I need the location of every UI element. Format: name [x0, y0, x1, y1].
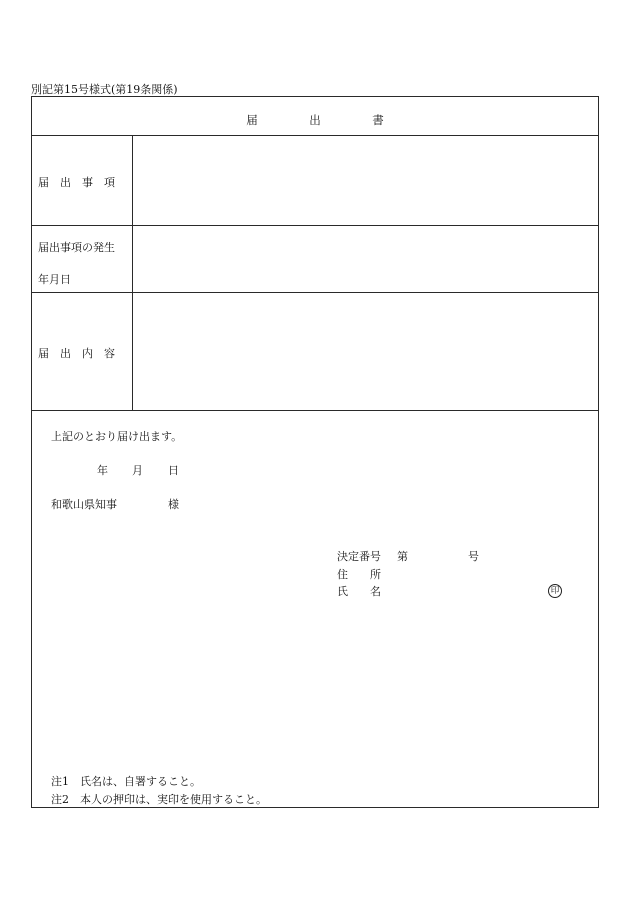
- form-id: 別記第15号様式(第19条関係): [31, 83, 178, 96]
- occurrence-date-field[interactable]: [133, 226, 598, 292]
- decision-number-label: 決定番号: [337, 550, 381, 563]
- divider: [32, 410, 598, 411]
- row-label-occurrence-date-line1: 届出事項の発生: [38, 241, 115, 254]
- notification-item-field[interactable]: [133, 136, 598, 225]
- seal-mark-icon: 印: [548, 584, 562, 598]
- addressee-name: 和歌山県知事: [51, 498, 117, 511]
- declaration-text: 上記のとおり届け出ます。: [51, 430, 183, 443]
- row-label-notification-content: 届 出 内 容: [38, 347, 115, 360]
- note-2: 注2 本人の押印は、実印を使用すること。: [51, 793, 267, 806]
- decision-number-suffix: 号: [468, 550, 479, 563]
- row-label-notification-item: 届 出 事 項: [38, 176, 115, 189]
- form-frame: [31, 96, 599, 808]
- row-label-occurrence-date-line2: 年月日: [38, 273, 71, 286]
- decision-number-prefix: 第: [397, 550, 408, 563]
- name-label: 氏 名: [337, 585, 381, 598]
- address-label: 住 所: [337, 568, 381, 581]
- form-title: 届 出 書: [246, 113, 404, 127]
- addressee-honorific: 様: [168, 498, 179, 511]
- note-1: 注1 氏名は、自署すること。: [51, 775, 201, 788]
- date-year: 年: [97, 464, 108, 477]
- notification-content-field[interactable]: [133, 293, 598, 410]
- date-month: 月: [132, 464, 143, 477]
- date-day: 日: [168, 464, 179, 477]
